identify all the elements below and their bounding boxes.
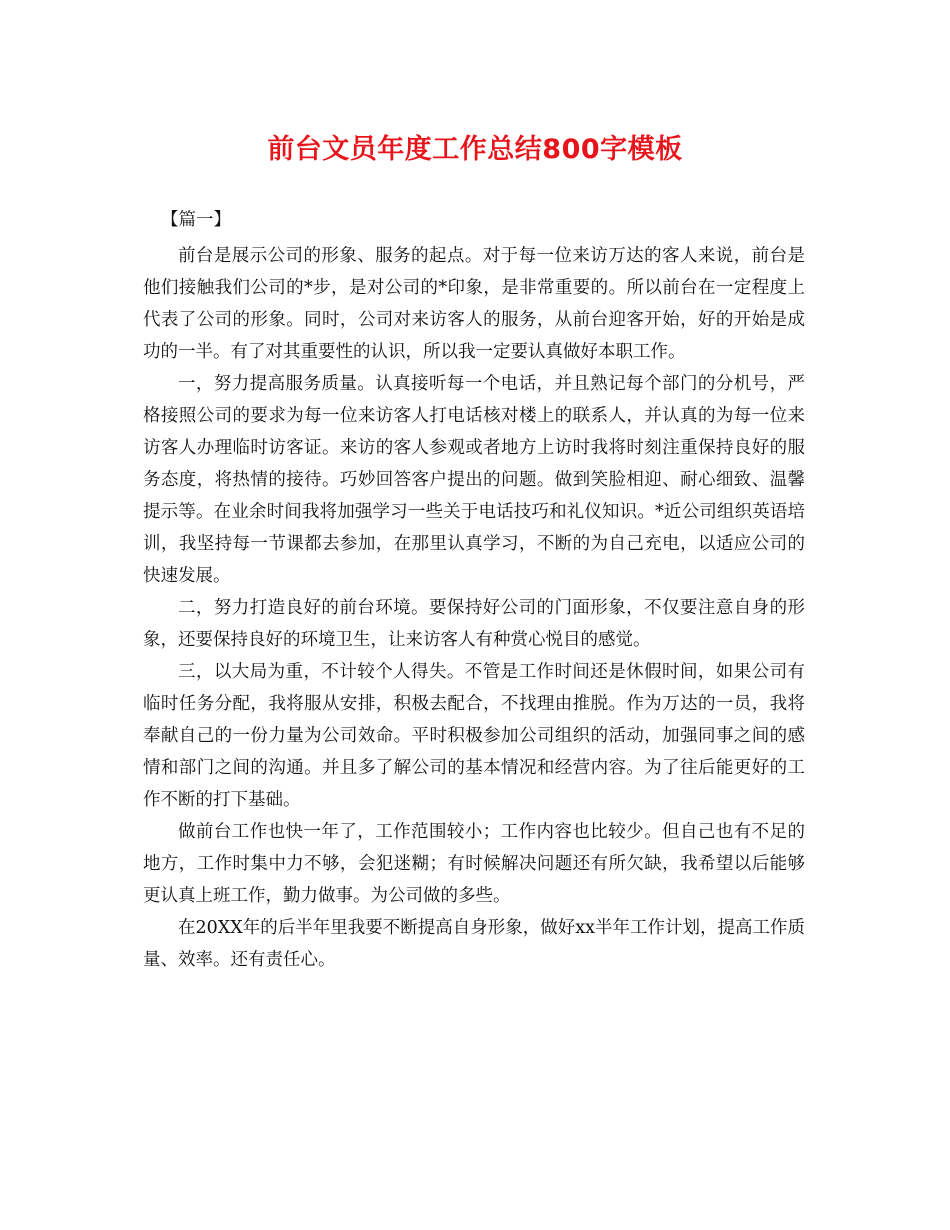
document-body [143,200,805,976]
paragraph-service-quality: 一，努力提高服务质量。认真接听每一个电话，并且熟记每个部门的分机号，严格接照公司的要求为每一位来访客人打电话核对楼上的联系人，并认真的为每一位来访客人办理临时访客证。来访的客人参观或者地方上访时我将时刻注重保持良好的服务态度，将热情的接待。巧妙回答客户提出的问题。做到笑脸相迎、耐心细致、温馨提示等。在业余时间我将加强学习一些关于电话技巧和礼仪知识。*近公司组织英语培训，我坚持每一节课都去参加，在那里认真学习，不断的为自己充电，以适应公司的快速发展。 [143,374,805,586]
document-title: 前台文员年度工作总结800字模板 [267,134,683,165]
paragraph-intro: 前台是展示公司的形象、服务的起点。对于每一位来访万达的客人来说，前台是他们接触我们公司的*步，是对公司的*印象，是非常重要的。所以前台在一定程度上代表了公司的形象。同时，公司对来访客人的服务，从前台迎客开始，好的开始是成功的一半。有了对其重要性的认识，所以我一定要认真做好本职工作。 [143,246,805,362]
paragraph-self-reflection: 做前台工作也快一年了，工作范围较小；工作内容也比较少。但自己也有不足的地方，工作时集中力不够，会犯迷糊；有时候解决问题还有所欠缺，我希望以后能够更认真上班工作，勤力做事。为公司做的多些。 [143,822,805,906]
section-label: 【篇一】 [161,210,231,230]
paragraph-plan: 在20XX年的后半年里我要不断提高自身形象，做好xx半年工作计划，提高工作质量、效率。还有责任心。 [143,918,805,970]
paragraph-front-desk-environment: 二，努力打造良好的前台环境。要保持好公司的门面形象，不仅要注意自身的形象，还要保持良好的环境卫生，让来访客人有种赏心悦目的感觉。 [143,598,805,650]
paragraph-overall-interest: 三，以大局为重，不计较个人得失。不管是工作时间还是休假时间，如果公司有临时任务分配，我将服从安排，积极去配合，不找理由推脱。作为万达的一员，我将奉献自己的一份力量为公司效命。平时积极参加公司组织的活动，加强同事之间的感情和部门之间的沟通。并且多了解公司的基本情况和经营内容。为了往后能更好的工作不断的打下基础。 [143,662,805,810]
